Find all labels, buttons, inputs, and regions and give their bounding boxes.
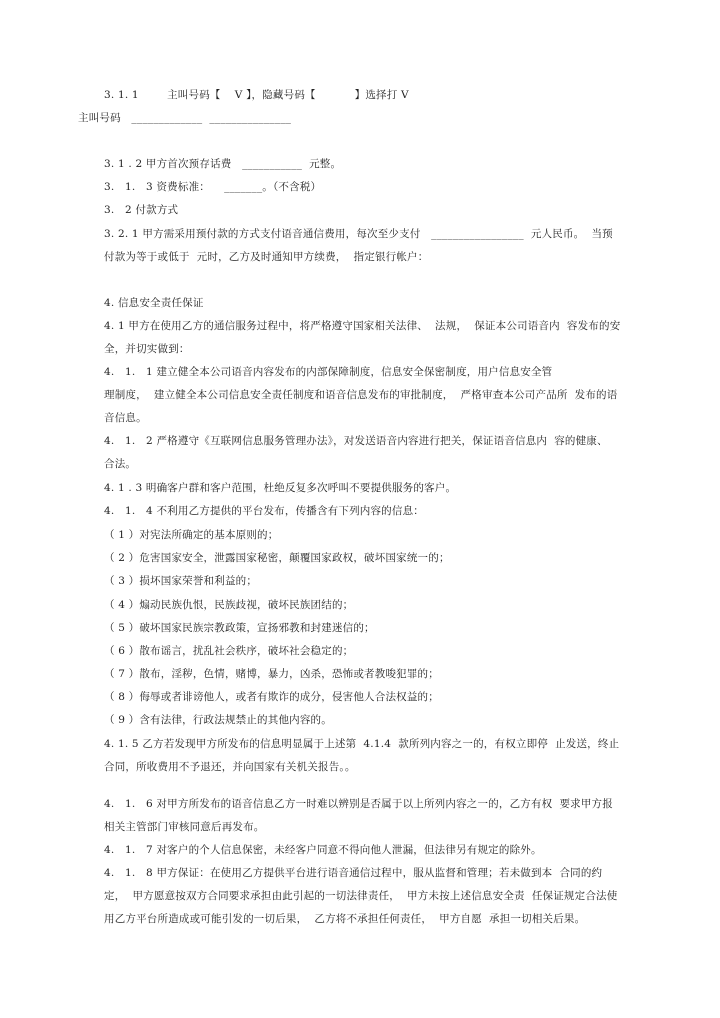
list-item-5: （ 5 ）破坏国家民族宗教政策，宣扬邪教和封建迷信的； [104,622,375,634]
clause-4-1-6: 4. 1. 6 对甲方所发布的语音信息乙方一时难以辨别是否属于以上所列内容之一的，乙方有权 要求甲方报 [104,798,613,810]
clause-4-1-cont: 全，并切实做到： [104,343,190,355]
list-item-4: （ 4 ）煽动民族仇恨，民族歧视，破坏民族团结的； [104,599,354,611]
list-item-9: （ 9 ）含有法律，行政法规禁止的其他内容的。 [104,714,332,726]
clause-4-1-4: 4. 1. 4 不利用乙方提供的平台发布，传播含有下列内容的信息： [104,505,424,517]
clause-3-1-3: 3. 1. 3 资费标准： _______。（不含税） [104,181,322,193]
clause-3-1-2: 3. 1 . 2 甲方首次预存话费 ___________ 元整。 [104,158,342,170]
clause-4-1-2: 4. 1. 2 严格遵守《互联网信息服务管理办法》，对发送语音内容进行把关，保证语音信息内 容的健康、 [104,435,608,447]
list-item-1: （ 1 ）对宪法所确定的基本原则的； [104,529,279,541]
clause-4-1-3: 4. 1 . 3 明确客户群和客户范围，杜绝反复多次呼叫不要提供服务的客户。 [104,482,457,494]
clause-4-1-8-cont: 定， 甲方愿意按双方合同要求承担由此引起的一切法律责任， 甲方未按上述信息安全责 任保证规定合法使 [104,890,618,902]
list-item-2: （ 2 ）危害国家安全，泄露国家秘密，颠覆国家政权，破坏国家统一的； [104,552,450,564]
clause-4-1: 4. 1 甲方在使用乙方的通信服务过程中，将严格遵守国家相关法律、 法规， 保证本公司语音内 容发布的安 [104,320,621,332]
clause-4-1-6-cont: 相关主管部门审核同意后再发布。 [104,821,265,833]
clause-4-1-5: 4. 1. 5 乙方若发现甲方所发布的信息明显属于上述第 4.1.4 款所列内容之一的，有权立即停 止发送，终止 [104,738,620,750]
list-item-7: （ 7 ）散布，淫秽，色情，赌博，暴力，凶杀，恐怖或者教唆犯罪的； [104,668,439,680]
clause-3-2-1-cont: 付款为等于或低于 元时，乙方及时通知甲方续费， 指定银行帐户： [104,251,429,263]
clause-3-1-1: 3. 1. 1 主叫号码【 V 】，隐藏号码【 】选择打 V [104,89,409,101]
clause-4-1-7: 4. 1. 7 对客户的个人信息保密，未经客户同意不得向他人泄漏，但法律另有规定的除外。 [104,844,542,856]
caller-number-line: 主叫号码 _____________ _______________ [78,112,292,124]
list-item-3: （ 3 ）损坏国家荣誉和利益的； [104,575,258,587]
clause-4-1-8-cont2: 用乙方平台所造成或可能引发的一切后果， 乙方将不承担任何责任， 甲方自愿 承担一切相关后果。 [104,913,586,925]
list-item-6: （ 6 ）散布谣言，扰乱社会秩序，破坏社会稳定的； [104,645,354,657]
clause-3-2: 3. 2 付款方式 [104,204,179,216]
clause-4-1-8: 4. 1. 8 甲方保证：在使用乙方提供平台进行语音通信过程中，服从监督和管理；若未做到本 合同的约 [104,867,603,879]
clause-4-1-1-cont: 理制度， 建立健全本公司信息安全责任制度和语音信息发布的审批制度， 严格审查本公司产品所 发布的语 [104,389,618,401]
clause-4-1-1-cont2: 音信息。 [104,412,147,424]
section-4-heading: 4. 信息安全责任保证 [104,297,204,309]
clause-4-1-2-cont: 合法。 [104,458,137,470]
list-item-8: （ 8 ）侮辱或者诽谤他人，或者有欺诈的成分，侵害他人合法权益的； [104,691,439,703]
clause-4-1-1: 4. 1. 1 建立健全本公司语音内容发布的内部保障制度，信息安全保密制度，用户信息安全管 [104,366,553,378]
clause-3-2-1: 3. 2. 1 甲方需采用预付款的方式支付语音通信费用，每次至少支付 _________________ 元人民币。 当预 [104,228,613,240]
clause-4-1-5-cont: 合同，所收费用不予退还，并向国家有关机关报告。。 [104,761,356,773]
